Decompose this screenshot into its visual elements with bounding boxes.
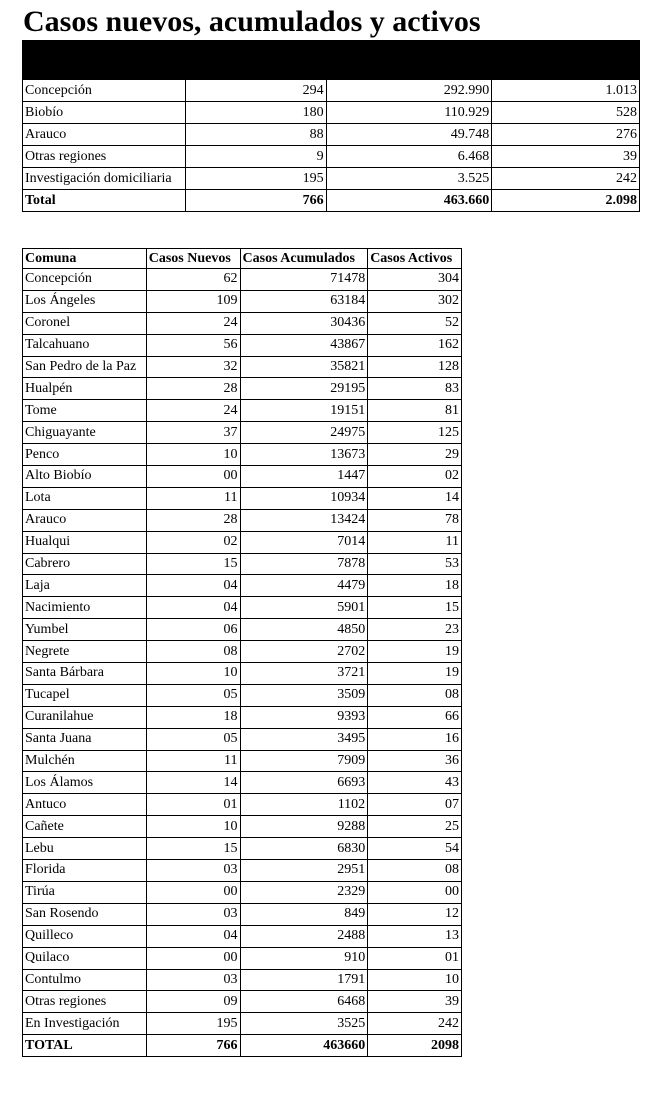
casos-nuevos: 195: [185, 168, 326, 190]
casos-nuevos: 28: [146, 378, 240, 400]
casos-activos: 16: [368, 728, 462, 750]
casos-activos: 43: [368, 772, 462, 794]
casos-acumulados: 1447: [240, 466, 368, 488]
casos-activos: 242: [492, 168, 640, 190]
comuna-table-header: [23, 249, 462, 269]
comuna-name: En Investigación: [23, 1013, 147, 1035]
comuna-name: TOTAL: [23, 1035, 147, 1057]
casos-acumulados: 49.748: [326, 124, 492, 146]
comuna-name: Alto Biobío: [23, 466, 147, 488]
summary-table: [22, 40, 640, 212]
casos-activos: 36: [368, 750, 462, 772]
region-name: Concepción: [23, 80, 186, 102]
casos-activos: 53: [368, 553, 462, 575]
comuna-name: Lota: [23, 487, 147, 509]
comuna-name: Concepción: [23, 269, 147, 291]
casos-activos: 02: [368, 466, 462, 488]
casos-nuevos: 88: [185, 124, 326, 146]
casos-nuevos: 32: [146, 356, 240, 378]
casos-acumulados: 3495: [240, 728, 368, 750]
casos-acumulados: 7909: [240, 750, 368, 772]
table-row: [23, 553, 462, 575]
casos-nuevos: 09: [146, 991, 240, 1013]
casos-acumulados: 29195: [240, 378, 368, 400]
casos-nuevos: 180: [185, 102, 326, 124]
table-row: [23, 947, 462, 969]
casos-acumulados: 6468: [240, 991, 368, 1013]
casos-nuevos: 37: [146, 422, 240, 444]
casos-nuevos: 195: [146, 1013, 240, 1035]
casos-nuevos: 10: [146, 444, 240, 466]
casos-activos: 11: [368, 531, 462, 553]
comuna-name: Tucapel: [23, 684, 147, 706]
casos-nuevos: 11: [146, 750, 240, 772]
table-row: [23, 816, 462, 838]
region-name: Total: [23, 190, 186, 212]
comuna-name: Hualqui: [23, 531, 147, 553]
casos-activos: 66: [368, 706, 462, 728]
casos-acumulados: 910: [240, 947, 368, 969]
casos-acumulados: 292.990: [326, 80, 492, 102]
casos-activos: 81: [368, 400, 462, 422]
summary-total-row: [23, 190, 640, 212]
table-row: [23, 487, 462, 509]
casos-activos: 18: [368, 575, 462, 597]
casos-activos: 01: [368, 947, 462, 969]
casos-nuevos: 00: [146, 466, 240, 488]
comuna-name: Quilaco: [23, 947, 147, 969]
casos-acumulados: 63184: [240, 290, 368, 312]
casos-activos: 52: [368, 312, 462, 334]
casos-activos: 162: [368, 334, 462, 356]
comuna-name: Nacimiento: [23, 597, 147, 619]
region-name: Investigación domiciliaria: [23, 168, 186, 190]
casos-activos: 2.098: [492, 190, 640, 212]
comuna-name: Quilleco: [23, 925, 147, 947]
table-row: [23, 706, 462, 728]
casos-activos: 23: [368, 619, 462, 641]
casos-activos: 00: [368, 881, 462, 903]
casos-activos: 08: [368, 684, 462, 706]
casos-activos: 25: [368, 816, 462, 838]
table-row: [23, 269, 462, 291]
casos-acumulados: 2488: [240, 925, 368, 947]
table-row: [23, 290, 462, 312]
comuna-name: Los Álamos: [23, 772, 147, 794]
casos-acumulados: 13673: [240, 444, 368, 466]
region-name: Biobío: [23, 102, 186, 124]
table-row: [23, 684, 462, 706]
casos-acumulados: 2329: [240, 881, 368, 903]
table-row: [23, 750, 462, 772]
casos-activos: 08: [368, 860, 462, 882]
casos-acumulados: 6693: [240, 772, 368, 794]
table-row: [23, 378, 462, 400]
comuna-name: Talcahuano: [23, 334, 147, 356]
table-row: [23, 991, 462, 1013]
table-row: [23, 575, 462, 597]
casos-nuevos: 11: [146, 487, 240, 509]
casos-acumulados: 1102: [240, 794, 368, 816]
casos-nuevos: 28: [146, 509, 240, 531]
casos-nuevos: 24: [146, 400, 240, 422]
comuna-name: Lebu: [23, 838, 147, 860]
table-row: [23, 1013, 462, 1035]
comuna-name: Tome: [23, 400, 147, 422]
casos-acumulados: 849: [240, 903, 368, 925]
casos-nuevos: 00: [146, 881, 240, 903]
comuna-name: Contulmo: [23, 969, 147, 991]
casos-acumulados: 9288: [240, 816, 368, 838]
casos-activos: 276: [492, 124, 640, 146]
casos-activos: 13: [368, 925, 462, 947]
casos-nuevos: 18: [146, 706, 240, 728]
casos-nuevos: 00: [146, 947, 240, 969]
casos-nuevos: 06: [146, 619, 240, 641]
table-row: [23, 619, 462, 641]
comuna-name: Laja: [23, 575, 147, 597]
comuna-name: Los Ángeles: [23, 290, 147, 312]
casos-acumulados: 30436: [240, 312, 368, 334]
casos-acumulados: 24975: [240, 422, 368, 444]
casos-acumulados: 6830: [240, 838, 368, 860]
casos-acumulados: 463660: [240, 1035, 368, 1057]
casos-activos: 07: [368, 794, 462, 816]
casos-nuevos: 24: [146, 312, 240, 334]
comuna-name: Mulchén: [23, 750, 147, 772]
casos-activos: 125: [368, 422, 462, 444]
table-row: [23, 531, 462, 553]
casos-activos: 302: [368, 290, 462, 312]
table-row: [23, 597, 462, 619]
casos-acumulados: 13424: [240, 509, 368, 531]
comuna-name: Curanilahue: [23, 706, 147, 728]
casos-acumulados: 5901: [240, 597, 368, 619]
table-row: [23, 903, 462, 925]
casos-acumulados: 10934: [240, 487, 368, 509]
casos-activos: 2098: [368, 1035, 462, 1057]
casos-activos: 304: [368, 269, 462, 291]
casos-nuevos: 08: [146, 641, 240, 663]
casos-acumulados: 9393: [240, 706, 368, 728]
casos-activos: 39: [492, 146, 640, 168]
table-row: [23, 422, 462, 444]
casos-nuevos: 03: [146, 860, 240, 882]
comuna-name: Otras regiones: [23, 991, 147, 1013]
table-row: [23, 334, 462, 356]
casos-activos: 14: [368, 487, 462, 509]
casos-acumulados: 3525: [240, 1013, 368, 1035]
casos-activos: 29: [368, 444, 462, 466]
casos-nuevos: 03: [146, 969, 240, 991]
casos-acumulados: 35821: [240, 356, 368, 378]
comuna-name: San Rosendo: [23, 903, 147, 925]
casos-nuevos: 9: [185, 146, 326, 168]
casos-activos: 128: [368, 356, 462, 378]
comuna-name: Santa Juana: [23, 728, 147, 750]
comuna-name: Cañete: [23, 816, 147, 838]
casos-acumulados: 71478: [240, 269, 368, 291]
comuna-table: [22, 248, 462, 1057]
header-casos-nuevos: Casos Nuevos: [146, 249, 240, 269]
comuna-name: Tirúa: [23, 881, 147, 903]
casos-acumulados: 1791: [240, 969, 368, 991]
casos-activos: 1.013: [492, 80, 640, 102]
comuna-name: Antuco: [23, 794, 147, 816]
casos-activos: 54: [368, 838, 462, 860]
casos-activos: 78: [368, 509, 462, 531]
casos-activos: 528: [492, 102, 640, 124]
casos-nuevos: 766: [146, 1035, 240, 1057]
casos-activos: 83: [368, 378, 462, 400]
casos-nuevos: 62: [146, 269, 240, 291]
table-row: [23, 400, 462, 422]
casos-acumulados: 3509: [240, 684, 368, 706]
comuna-name: Negrete: [23, 641, 147, 663]
comuna-name: Arauco: [23, 509, 147, 531]
casos-activos: 39: [368, 991, 462, 1013]
table-row: [23, 925, 462, 947]
casos-nuevos: 294: [185, 80, 326, 102]
summary-header-bar: [23, 41, 640, 80]
casos-nuevos: 04: [146, 597, 240, 619]
casos-activos: 19: [368, 641, 462, 663]
table-row: [23, 838, 462, 860]
header-comuna: Comuna: [23, 249, 147, 269]
comuna-total-row: [23, 1035, 462, 1057]
casos-acumulados: 19151: [240, 400, 368, 422]
casos-acumulados: 4850: [240, 619, 368, 641]
casos-nuevos: 766: [185, 190, 326, 212]
casos-nuevos: 01: [146, 794, 240, 816]
table-row: [23, 641, 462, 663]
table-row: [23, 466, 462, 488]
table-row: [23, 728, 462, 750]
table-row: [23, 356, 462, 378]
casos-nuevos: 05: [146, 684, 240, 706]
casos-nuevos: 109: [146, 290, 240, 312]
comuna-name: Yumbel: [23, 619, 147, 641]
casos-nuevos: 04: [146, 575, 240, 597]
table-row: [23, 794, 462, 816]
comuna-name: Santa Bárbara: [23, 663, 147, 685]
casos-activos: 242: [368, 1013, 462, 1035]
casos-acumulados: 3.525: [326, 168, 492, 190]
comuna-name: Florida: [23, 860, 147, 882]
comuna-name: Chiguayante: [23, 422, 147, 444]
comuna-name: San Pedro de la Paz: [23, 356, 147, 378]
comuna-name: Cabrero: [23, 553, 147, 575]
casos-acumulados: 463.660: [326, 190, 492, 212]
casos-nuevos: 15: [146, 838, 240, 860]
casos-acumulados: 4479: [240, 575, 368, 597]
casos-nuevos: 10: [146, 816, 240, 838]
casos-nuevos: 03: [146, 903, 240, 925]
comuna-name: Coronel: [23, 312, 147, 334]
header-casos-acumulados: Casos Acumulados: [240, 249, 368, 269]
casos-acumulados: 2702: [240, 641, 368, 663]
casos-acumulados: 7014: [240, 531, 368, 553]
page-title: Casos nuevos, acumulados y activos: [23, 5, 481, 38]
casos-activos: 19: [368, 663, 462, 685]
casos-nuevos: 04: [146, 925, 240, 947]
table-row: [23, 509, 462, 531]
summary-row: [23, 124, 640, 146]
summary-row: [23, 168, 640, 190]
casos-acumulados: 6.468: [326, 146, 492, 168]
casos-acumulados: 110.929: [326, 102, 492, 124]
casos-nuevos: 10: [146, 663, 240, 685]
casos-acumulados: 2951: [240, 860, 368, 882]
summary-row: [23, 102, 640, 124]
summary-row: [23, 80, 640, 102]
table-row: [23, 444, 462, 466]
table-row: [23, 860, 462, 882]
casos-nuevos: 56: [146, 334, 240, 356]
casos-acumulados: 43867: [240, 334, 368, 356]
table-row: [23, 312, 462, 334]
comuna-name: Penco: [23, 444, 147, 466]
casos-nuevos: 14: [146, 772, 240, 794]
table-row: [23, 881, 462, 903]
casos-nuevos: 05: [146, 728, 240, 750]
casos-acumulados: 3721: [240, 663, 368, 685]
casos-nuevos: 15: [146, 553, 240, 575]
table-row: [23, 969, 462, 991]
region-name: Otras regiones: [23, 146, 186, 168]
summary-row: [23, 146, 640, 168]
region-name: Arauco: [23, 124, 186, 146]
casos-activos: 15: [368, 597, 462, 619]
header-casos-activos: Casos Activos: [368, 249, 462, 269]
casos-activos: 12: [368, 903, 462, 925]
casos-activos: 10: [368, 969, 462, 991]
casos-acumulados: 7878: [240, 553, 368, 575]
table-row: [23, 663, 462, 685]
table-row: [23, 772, 462, 794]
casos-nuevos: 02: [146, 531, 240, 553]
comuna-name: Hualpén: [23, 378, 147, 400]
